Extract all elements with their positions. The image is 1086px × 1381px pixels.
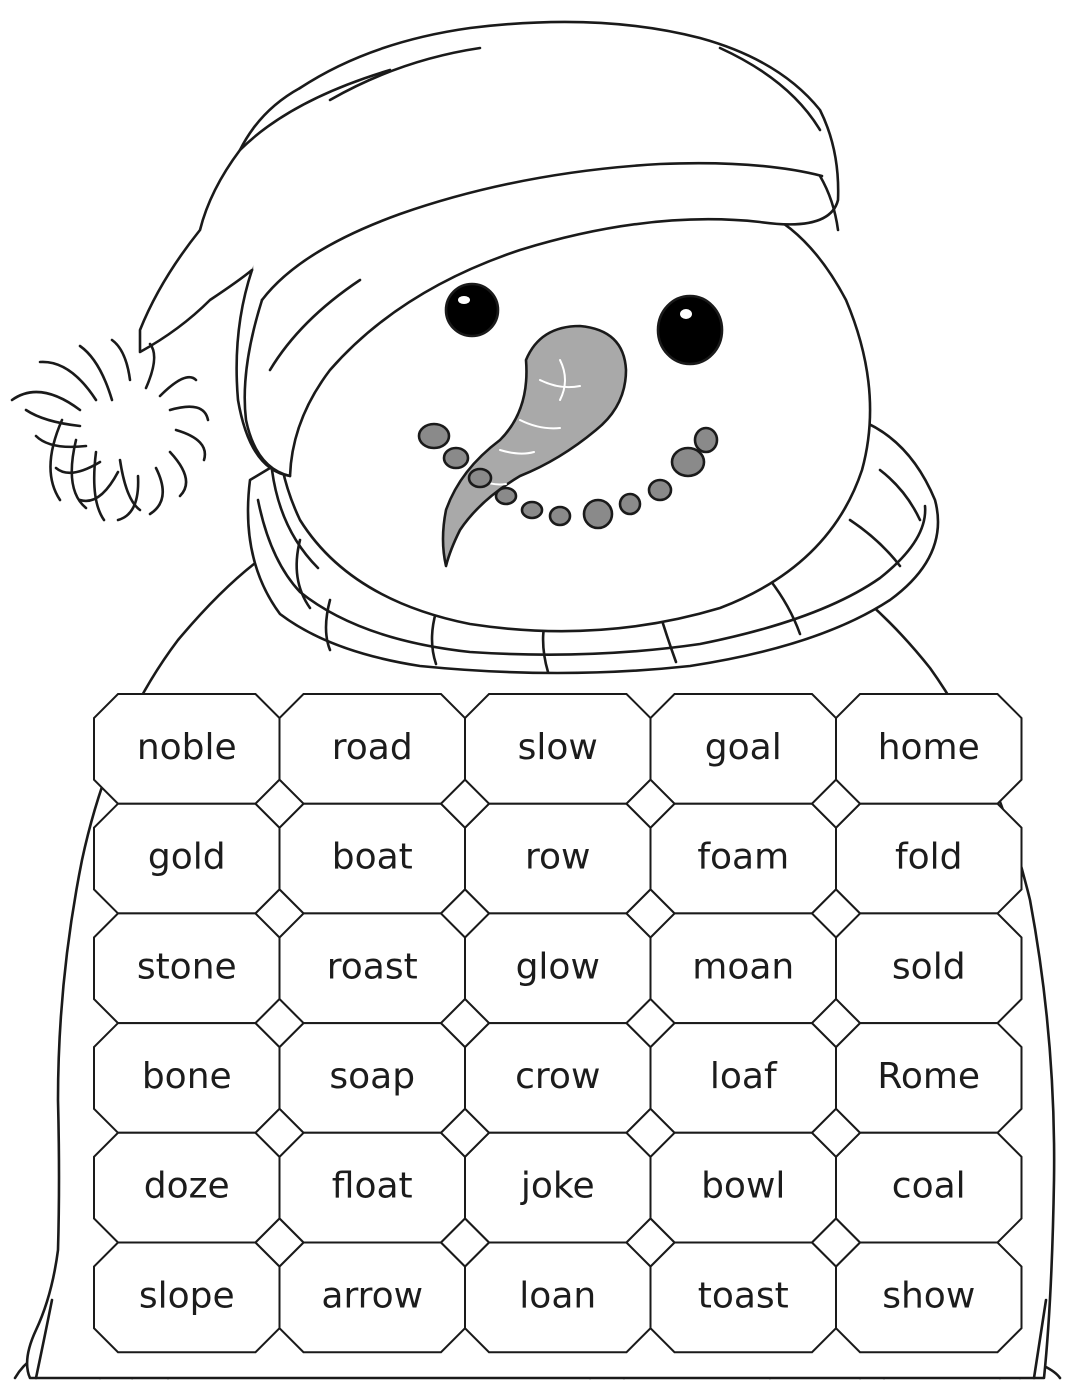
pompom-icon [12, 340, 208, 520]
word-cell[interactable] [280, 1023, 466, 1133]
right-eye [658, 296, 722, 364]
word-label: home [877, 726, 980, 768]
word-label: slope [138, 1275, 235, 1317]
word-cell[interactable] [465, 1023, 651, 1133]
word-label: foam [697, 836, 790, 878]
word-label: glow [515, 946, 600, 988]
word-label: gold [147, 836, 226, 878]
word-cell[interactable] [836, 913, 1022, 1023]
word-cell[interactable] [651, 1023, 837, 1133]
word-grid [94, 694, 1022, 1352]
word-cell[interactable] [651, 804, 837, 914]
word-label: crow [515, 1055, 601, 1097]
word-label: loan [519, 1275, 597, 1317]
word-label: soap [329, 1055, 416, 1097]
word-label: doze [143, 1165, 230, 1207]
word-cell[interactable] [280, 913, 466, 1023]
word-cell[interactable] [94, 1023, 280, 1133]
word-cell[interactable] [465, 804, 651, 914]
word-label: row [525, 836, 591, 878]
word-cell[interactable] [651, 1243, 837, 1353]
left-eye [446, 284, 498, 336]
word-cell[interactable] [465, 1133, 651, 1243]
word-label: road [331, 726, 413, 768]
word-label: roast [326, 946, 418, 988]
word-cell[interactable] [465, 1243, 651, 1353]
word-cell[interactable] [465, 913, 651, 1023]
word-cell[interactable] [280, 1243, 466, 1353]
word-cell[interactable] [836, 804, 1022, 914]
word-cell[interactable] [836, 1023, 1022, 1133]
word-label: loaf [709, 1055, 777, 1097]
word-cell[interactable] [94, 694, 280, 804]
word-label: stone [136, 946, 237, 988]
word-label: noble [136, 726, 237, 768]
word-cell[interactable] [836, 694, 1022, 804]
word-cell[interactable] [94, 1133, 280, 1243]
word-cell[interactable] [94, 1243, 280, 1353]
word-label: goal [704, 726, 782, 768]
word-cell[interactable] [651, 1133, 837, 1243]
word-label: joke [520, 1165, 595, 1207]
word-label: fold [894, 836, 963, 878]
word-label: sold [891, 946, 966, 988]
word-label: coal [891, 1165, 966, 1207]
word-label: Rome [877, 1055, 981, 1097]
word-cell[interactable] [280, 804, 466, 914]
word-label: moan [692, 946, 795, 988]
word-cell[interactable] [280, 1133, 466, 1243]
word-cell[interactable] [651, 694, 837, 804]
word-label: arrow [321, 1275, 424, 1317]
word-label: bowl [701, 1165, 786, 1207]
word-cell[interactable] [836, 1243, 1022, 1353]
word-cell[interactable] [94, 804, 280, 914]
word-label: slow [517, 726, 598, 768]
word-label: float [331, 1165, 413, 1207]
word-cell[interactable] [280, 694, 466, 804]
word-cell[interactable] [465, 694, 651, 804]
word-label: boat [331, 836, 413, 878]
word-cell[interactable] [651, 913, 837, 1023]
word-cell[interactable] [836, 1133, 1022, 1243]
word-label: show [882, 1275, 976, 1317]
word-cell[interactable] [94, 913, 280, 1023]
word-label: toast [697, 1275, 789, 1317]
word-label: bone [141, 1055, 232, 1097]
